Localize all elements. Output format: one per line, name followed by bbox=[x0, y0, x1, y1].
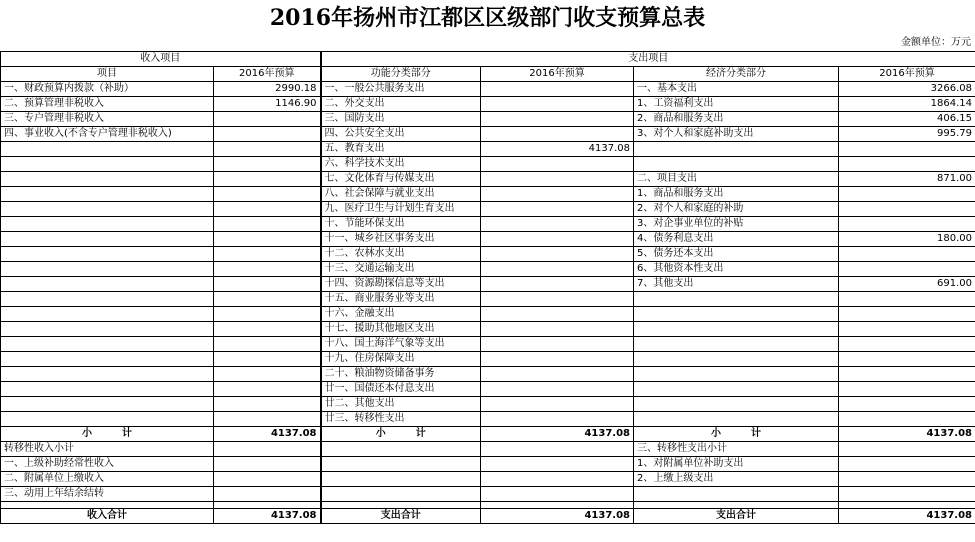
expense-group-header: 支出项目 bbox=[321, 52, 975, 67]
income-amount-cell bbox=[214, 202, 321, 217]
transfer-func-amount bbox=[481, 472, 634, 487]
spacer-row bbox=[1, 502, 975, 509]
econ-amount-cell bbox=[839, 187, 975, 202]
income-item-cell bbox=[1, 247, 214, 262]
income-item-cell bbox=[1, 337, 214, 352]
econ-item-cell bbox=[634, 142, 839, 157]
func-amount-cell bbox=[481, 157, 634, 172]
income-item-cell bbox=[1, 397, 214, 412]
transfer-econ-item: 2、上缴上级支出 bbox=[634, 472, 839, 487]
income-item-cell: 二、预算管理非税收入 bbox=[1, 97, 214, 112]
table-row bbox=[1, 187, 975, 202]
func-item-cell: 三、国防支出 bbox=[321, 112, 481, 127]
income-amount-cell bbox=[214, 157, 321, 172]
income-item-cell bbox=[1, 352, 214, 367]
income-amount-cell bbox=[214, 172, 321, 187]
func-item-cell: 一、一般公共服务支出 bbox=[321, 82, 481, 97]
func-class-header: 功能分类部分 bbox=[321, 67, 481, 82]
income-item-cell: 四、事业收入(不含专户管理非税收入) bbox=[1, 127, 214, 142]
table-row bbox=[1, 277, 975, 292]
func-amount-cell bbox=[481, 202, 634, 217]
table-row bbox=[1, 397, 975, 412]
func-item-cell: 五、教育支出 bbox=[321, 142, 481, 157]
income-item-cell bbox=[1, 412, 214, 427]
table-row bbox=[1, 262, 975, 277]
spacer-cell bbox=[321, 502, 481, 509]
func-item-cell: 九、医疗卫生与计划生育支出 bbox=[321, 202, 481, 217]
func-subtotal-label: 小 计 bbox=[321, 427, 481, 442]
income-amount-cell bbox=[214, 127, 321, 142]
income-group-header: 收入项目 bbox=[1, 52, 321, 67]
spacer-cell bbox=[481, 502, 634, 509]
func-item-cell: 十、节能环保支出 bbox=[321, 217, 481, 232]
income-amount-cell bbox=[214, 397, 321, 412]
income-amount-cell: 2990.18 bbox=[214, 82, 321, 97]
transfer-row bbox=[1, 487, 975, 502]
econ-item-cell: 3、对个人和家庭补助支出 bbox=[634, 127, 839, 142]
func-amount-cell bbox=[481, 277, 634, 292]
table-row bbox=[1, 412, 975, 427]
transfer-func-item bbox=[321, 442, 481, 457]
func-item-cell: 廿三、转移性支出 bbox=[321, 412, 481, 427]
spacer-cell bbox=[1, 502, 214, 509]
econ-item-cell: 3、对企事业单位的补贴 bbox=[634, 217, 839, 232]
table-row bbox=[1, 382, 975, 397]
income-item-cell bbox=[1, 142, 214, 157]
econ-amount-cell bbox=[839, 352, 975, 367]
transfer-econ-amount bbox=[839, 487, 975, 502]
table-row bbox=[1, 322, 975, 337]
econ-amount-cell bbox=[839, 307, 975, 322]
func-amount-cell bbox=[481, 292, 634, 307]
econ-item-cell bbox=[634, 382, 839, 397]
income-amount-cell: 1146.90 bbox=[214, 97, 321, 112]
econ-item-cell: 4、债务利息支出 bbox=[634, 232, 839, 247]
func-amount-cell bbox=[481, 97, 634, 112]
table-row bbox=[1, 307, 975, 322]
func-item-cell: 十三、交通运输支出 bbox=[321, 262, 481, 277]
econ-item-cell bbox=[634, 412, 839, 427]
func-amount-cell bbox=[481, 352, 634, 367]
econ-amount-cell bbox=[839, 247, 975, 262]
econ-amount-cell bbox=[839, 382, 975, 397]
transfer-econ-item: 1、对附属单位补助支出 bbox=[634, 457, 839, 472]
income-item-cell bbox=[1, 172, 214, 187]
econ-amount-cell bbox=[839, 337, 975, 352]
income-item-cell bbox=[1, 367, 214, 382]
econ-item-cell: 1、商品和服务支出 bbox=[634, 187, 839, 202]
table-row bbox=[1, 97, 975, 112]
income-budget-header: 2016年预算 bbox=[214, 67, 321, 82]
income-amount-cell bbox=[214, 322, 321, 337]
transfer-func-amount bbox=[481, 442, 634, 457]
econ-amount-cell bbox=[839, 412, 975, 427]
func-item-cell: 十一、城乡社区事务支出 bbox=[321, 232, 481, 247]
econ-item-cell bbox=[634, 352, 839, 367]
income-item-cell: 三、专户管理非税收入 bbox=[1, 112, 214, 127]
func-amount-cell bbox=[481, 82, 634, 97]
econ-amount-cell bbox=[839, 142, 975, 157]
econ-amount-cell: 406.15 bbox=[839, 112, 975, 127]
func-item-cell: 十四、资源勘探信息等支出 bbox=[321, 277, 481, 292]
econ-amount-cell bbox=[839, 397, 975, 412]
table-row bbox=[1, 352, 975, 367]
econ-class-header: 经济分类部分 bbox=[634, 67, 839, 82]
func-amount-cell bbox=[481, 322, 634, 337]
income-item-cell bbox=[1, 217, 214, 232]
econ-item-cell: 二、项目支出 bbox=[634, 172, 839, 187]
func-amount-cell bbox=[481, 232, 634, 247]
table-row bbox=[1, 172, 975, 187]
econ-amount-cell: 691.00 bbox=[839, 277, 975, 292]
group-header-row bbox=[1, 52, 975, 67]
income-amount-cell bbox=[214, 232, 321, 247]
func-amount-cell bbox=[481, 412, 634, 427]
table-row bbox=[1, 367, 975, 382]
econ-total-label: 支出合计 bbox=[634, 509, 839, 524]
income-item-cell bbox=[1, 187, 214, 202]
econ-budget-header: 2016年预算 bbox=[839, 67, 975, 82]
econ-amount-cell bbox=[839, 202, 975, 217]
income-item-cell bbox=[1, 202, 214, 217]
transfer-func-amount bbox=[481, 487, 634, 502]
func-item-cell: 十七、援助其他地区支出 bbox=[321, 322, 481, 337]
income-item-cell: 一、财政预算内拨款（补助） bbox=[1, 82, 214, 97]
func-amount-cell bbox=[481, 127, 634, 142]
econ-item-cell: 2、对个人和家庭的补助 bbox=[634, 202, 839, 217]
econ-amount-cell bbox=[839, 322, 975, 337]
total-row bbox=[1, 509, 975, 524]
econ-amount-cell: 995.79 bbox=[839, 127, 975, 142]
transfer-row bbox=[1, 442, 975, 457]
econ-amount-cell bbox=[839, 367, 975, 382]
income-total-label: 收入合计 bbox=[1, 509, 214, 524]
spacer-cell bbox=[839, 502, 975, 509]
econ-item-cell bbox=[634, 157, 839, 172]
table-row bbox=[1, 157, 975, 172]
econ-amount-cell bbox=[839, 157, 975, 172]
page-title: 2016年扬州市江都区区级部门收支预算总表 bbox=[269, 5, 706, 31]
income-item-cell bbox=[1, 232, 214, 247]
econ-amount-cell: 180.00 bbox=[839, 232, 975, 247]
table-row bbox=[1, 202, 975, 217]
column-header-row bbox=[1, 67, 975, 82]
income-item-cell bbox=[1, 277, 214, 292]
income-item-cell bbox=[1, 262, 214, 277]
income-amount-cell bbox=[214, 292, 321, 307]
func-total-label: 支出合计 bbox=[321, 509, 481, 524]
transfer-econ-amount bbox=[839, 472, 975, 487]
econ-total-amount: 4137.08 bbox=[839, 509, 975, 524]
table-row bbox=[1, 82, 975, 97]
func-item-cell: 十二、农林水支出 bbox=[321, 247, 481, 262]
transfer-func-item bbox=[321, 472, 481, 487]
econ-amount-cell: 871.00 bbox=[839, 172, 975, 187]
income-amount-cell bbox=[214, 112, 321, 127]
func-subtotal-amount: 4137.08 bbox=[481, 427, 634, 442]
econ-item-cell: 2、商品和服务支出 bbox=[634, 112, 839, 127]
income-item-cell bbox=[1, 307, 214, 322]
spacer-cell bbox=[214, 502, 321, 509]
econ-item-cell: 一、基本支出 bbox=[634, 82, 839, 97]
func-item-cell: 廿一、国债还本付息支出 bbox=[321, 382, 481, 397]
transfer-row bbox=[1, 457, 975, 472]
transfer-income-amount bbox=[214, 457, 321, 472]
econ-item-cell bbox=[634, 397, 839, 412]
func-amount-cell bbox=[481, 262, 634, 277]
income-amount-cell bbox=[214, 412, 321, 427]
func-amount-cell bbox=[481, 382, 634, 397]
income-amount-cell bbox=[214, 337, 321, 352]
func-amount-cell bbox=[481, 187, 634, 202]
income-subtotal-label: 小 计 bbox=[1, 427, 214, 442]
table-row bbox=[1, 142, 975, 157]
econ-amount-cell bbox=[839, 292, 975, 307]
func-item-cell: 二、外交支出 bbox=[321, 97, 481, 112]
econ-item-cell bbox=[634, 292, 839, 307]
econ-item-cell bbox=[634, 307, 839, 322]
amount-unit: 金额单位：万元 bbox=[901, 37, 971, 48]
func-amount-cell bbox=[481, 112, 634, 127]
income-item-header: 项目 bbox=[1, 67, 214, 82]
transfer-econ-item: 三、转移性支出小计 bbox=[634, 442, 839, 457]
transfer-func-item bbox=[321, 487, 481, 502]
budget-table bbox=[0, 51, 975, 524]
econ-item-cell bbox=[634, 337, 839, 352]
func-amount-cell bbox=[481, 367, 634, 382]
func-item-cell: 四、公共安全支出 bbox=[321, 127, 481, 142]
econ-subtotal-amount: 4137.08 bbox=[839, 427, 975, 442]
econ-item-cell: 6、其他资本性支出 bbox=[634, 262, 839, 277]
func-amount-cell bbox=[481, 217, 634, 232]
income-total-amount: 4137.08 bbox=[214, 509, 321, 524]
income-item-cell bbox=[1, 382, 214, 397]
transfer-econ-amount bbox=[839, 457, 975, 472]
econ-amount-cell bbox=[839, 217, 975, 232]
func-item-cell: 六、科学技术支出 bbox=[321, 157, 481, 172]
transfer-row bbox=[1, 472, 975, 487]
income-amount-cell bbox=[214, 262, 321, 277]
table-row bbox=[1, 217, 975, 232]
table-row bbox=[1, 337, 975, 352]
func-amount-cell bbox=[481, 307, 634, 322]
econ-amount-cell: 3266.08 bbox=[839, 82, 975, 97]
income-amount-cell bbox=[214, 247, 321, 262]
func-amount-cell bbox=[481, 337, 634, 352]
econ-item-cell: 7、其他支出 bbox=[634, 277, 839, 292]
func-item-cell: 十五、商业服务业等支出 bbox=[321, 292, 481, 307]
econ-amount-cell bbox=[839, 262, 975, 277]
spacer-cell bbox=[634, 502, 839, 509]
transfer-econ-item bbox=[634, 487, 839, 502]
table-row bbox=[1, 127, 975, 142]
econ-item-cell: 5、债务还本支出 bbox=[634, 247, 839, 262]
subtotal-row bbox=[1, 427, 975, 442]
transfer-income-amount bbox=[214, 472, 321, 487]
transfer-func-amount bbox=[481, 457, 634, 472]
transfer-income-amount bbox=[214, 487, 321, 502]
func-item-cell: 八、社会保障与就业支出 bbox=[321, 187, 481, 202]
income-amount-cell bbox=[214, 367, 321, 382]
table-row bbox=[1, 292, 975, 307]
income-amount-cell bbox=[214, 352, 321, 367]
table-row bbox=[1, 232, 975, 247]
transfer-econ-amount bbox=[839, 442, 975, 457]
income-amount-cell bbox=[214, 217, 321, 232]
income-item-cell bbox=[1, 322, 214, 337]
econ-item-cell: 1、工资福利支出 bbox=[634, 97, 839, 112]
income-amount-cell bbox=[214, 382, 321, 397]
func-total-amount: 4137.08 bbox=[481, 509, 634, 524]
econ-item-cell bbox=[634, 367, 839, 382]
income-amount-cell bbox=[214, 142, 321, 157]
econ-subtotal-label: 小 计 bbox=[634, 427, 839, 442]
econ-item-cell bbox=[634, 322, 839, 337]
func-budget-header: 2016年预算 bbox=[481, 67, 634, 82]
income-subtotal-amount: 4137.08 bbox=[214, 427, 321, 442]
func-amount-cell bbox=[481, 247, 634, 262]
func-item-cell: 十八、国土海洋气象等支出 bbox=[321, 337, 481, 352]
econ-amount-cell: 1864.14 bbox=[839, 97, 975, 112]
func-amount-cell bbox=[481, 397, 634, 412]
income-item-cell bbox=[1, 292, 214, 307]
transfer-income-item: 转移性收入小计 bbox=[1, 442, 214, 457]
transfer-income-item: 三、动用上年结余结转 bbox=[1, 487, 214, 502]
income-amount-cell bbox=[214, 277, 321, 292]
transfer-income-amount bbox=[214, 442, 321, 457]
func-item-cell: 廿二、其他支出 bbox=[321, 397, 481, 412]
income-item-cell bbox=[1, 157, 214, 172]
income-amount-cell bbox=[214, 307, 321, 322]
table-row bbox=[1, 112, 975, 127]
transfer-income-item: 二、附属单位上缴收入 bbox=[1, 472, 214, 487]
table-row bbox=[1, 247, 975, 262]
func-item-cell: 二十、粮油物资储备事务 bbox=[321, 367, 481, 382]
func-item-cell: 七、文化体育与传媒支出 bbox=[321, 172, 481, 187]
transfer-income-item: 一、上级补助经常性收入 bbox=[1, 457, 214, 472]
income-amount-cell bbox=[214, 187, 321, 202]
transfer-func-item bbox=[321, 457, 481, 472]
func-amount-cell: 4137.08 bbox=[481, 142, 634, 157]
func-item-cell: 十六、金融支出 bbox=[321, 307, 481, 322]
func-amount-cell bbox=[481, 172, 634, 187]
func-item-cell: 十九、住房保障支出 bbox=[321, 352, 481, 367]
